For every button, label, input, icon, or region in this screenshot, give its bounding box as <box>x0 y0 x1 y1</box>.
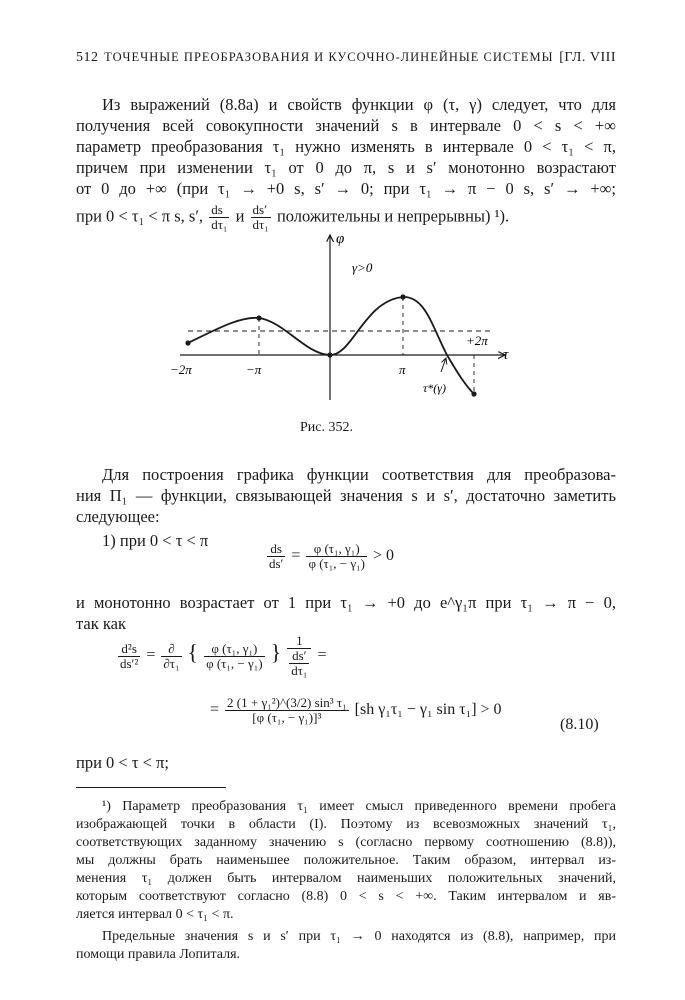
formula-expanded <box>210 696 502 725</box>
fraction-numerator: φ (τ₁, γ₁) <box>204 642 265 657</box>
text-line: причем при изменении τ₁ от 0 до π, s и s′ монотонно возрастают <box>76 158 616 177</box>
text-fragment: = <box>317 646 327 664</box>
text-line: ния Π₁ — функции, связывающей значения s и s′, достаточно заметить <box>76 486 616 505</box>
fraction-denominator: φ (τ₁, − γ₁) <box>206 655 263 671</box>
after-formula <box>76 752 616 773</box>
text-line: так как <box>76 614 126 633</box>
fraction <box>306 542 367 571</box>
page-number: 512 <box>76 50 99 65</box>
curve-point <box>327 352 332 357</box>
fraction-numerator: ds′ <box>289 649 309 664</box>
fraction <box>118 642 140 671</box>
fraction-numerator: 1 <box>287 634 311 649</box>
text-line: изображающей точки в области (I). Поэтому из всевозможных значений τ₁, <box>76 817 616 832</box>
text-line: ляется интервал 0 < τ₁ < π. <box>76 907 234 922</box>
fraction-numerator: ds <box>267 542 285 557</box>
tick-label: π <box>399 362 406 377</box>
curve-point <box>400 294 405 299</box>
text-line: ¹) Параметр преобразования τ₁ имеет смысл приведенного времени пробега <box>102 799 616 814</box>
level-label: +2π <box>466 333 488 348</box>
fraction-denominator: [φ (τ₁, − γ₁)]³ <box>252 710 322 725</box>
fraction-numerator: φ (τ₁, γ₁) <box>306 542 367 557</box>
fraction-numerator: 2 (1 + γ₁²)^(3/2) sin³ τ₁ <box>227 695 347 710</box>
text-fragment: > 0 <box>372 547 394 565</box>
figure-caption: Рис. 352. <box>300 420 353 435</box>
text-line: которым соответствуют согласно (8.8) 0 < s < +∞. Таким интервалом и яв- <box>76 889 616 904</box>
text-line: от 0 до +∞ (при τ₁ → +0 s, s′ → 0; при τ₁ → π − 0 s, s′ → +∞; <box>76 179 616 198</box>
fraction <box>267 542 285 571</box>
curve-point <box>185 340 190 345</box>
text-line: Из выражений (8.8а) и свойств функции φ (τ, γ) следует, что для <box>102 95 616 114</box>
formula-ds-dsprime: $\frac{ds}{ds'}$ = $\frac{\text{φ (τ₁, γ₁)}}{\text{φ (τ₁, − γ₁)}}$ > 0 <box>269 541 394 571</box>
fraction-denominator: ds′ <box>269 556 284 571</box>
text-line: получения всей совокупности значений s в интервале 0 < s < +∞ <box>76 116 616 135</box>
fraction-denominator: dτ₁ <box>211 217 228 232</box>
fraction-denominator: ∂τ₁ <box>163 655 180 671</box>
fraction-numerator: ∂ <box>161 642 181 657</box>
fraction-numerator: ds <box>209 203 229 218</box>
text-fragment: [sh γ₁τ₁ − γ₁ sin τ₁] > 0 <box>354 701 502 719</box>
tau-star-arrow <box>441 358 446 372</box>
text-fragment: положительны и непрерывны) ¹). <box>276 206 510 226</box>
fraction <box>204 642 265 671</box>
formula-second-derivative: $\frac{\text{d²s}}{\text{ds′²}}$ = $\frac{\partial}{\text{∂τ₁}}$ { $\frac{\text{φ (τ₁, γ₁)}}{\text{φ (τ₁, − γ₁)}}$ } $\frac{1}{\frac{ds'}{\text{dτ₁}}}$ = <box>120 633 327 678</box>
fraction-denominator: ds′² <box>120 655 139 671</box>
gamma-label: γ>0 <box>352 260 373 275</box>
footnote <box>76 798 616 964</box>
text-line: помощи правила Лопиталя. <box>76 947 241 962</box>
text-line: Для построения графика функции соответствия для преобразова- <box>102 465 616 484</box>
text-fragment: = <box>210 701 220 719</box>
fraction <box>161 642 181 671</box>
fraction-numerator: d²s <box>118 642 140 657</box>
mono-paragraph <box>76 592 616 634</box>
text-line: 1) при 0 < τ < π <box>102 531 209 550</box>
chapter-label: [ГЛ. VIII <box>559 50 616 65</box>
fraction-denominator: φ (τ₁, − γ₁) <box>308 556 365 571</box>
curve-point <box>256 315 261 320</box>
text-line: мы должны брать наименьшее положительное. Таким образом, интервал из- <box>76 853 616 868</box>
fraction-denominator <box>287 649 311 678</box>
equation-number: (8.10) <box>560 716 599 733</box>
curve-point <box>471 391 476 396</box>
fraction-numerator: ds′ <box>251 203 271 218</box>
text-fragment: и <box>235 206 245 226</box>
text-line: при 0 < τ < π; <box>76 753 169 772</box>
running-title: ТОЧЕЧНЫЕ ПРЕОБРАЗОВАНИЯ И КУСОЧНО-ЛИНЕЙНЫЕ СИСТЕМЫ <box>104 50 554 64</box>
text-line: и монотонно возрастает от 1 при τ₁ → +0 до e^γ₁π при τ₁ → π − 0, <box>76 593 616 612</box>
x-axis-label: τ <box>503 347 509 363</box>
fraction <box>287 634 311 678</box>
tick-label: −2π <box>170 362 192 377</box>
phi-curve <box>188 297 474 394</box>
text-line: параметр преобразования τ₁ нужно изменять в интервале 0 < τ₁ < π, <box>76 137 616 156</box>
figure-352 <box>0 0 685 420</box>
section-paragraph <box>76 464 616 551</box>
text-line: менения τ₁ должен быть интервалом наименьших положительных значений, <box>76 871 616 886</box>
footnote-rule <box>76 787 226 788</box>
tau-star-label: τ*(γ) <box>423 381 447 395</box>
text-fragment: при 0 < τ₁ < π s, s′, <box>76 206 204 226</box>
fraction-denominator: dτ₁ <box>291 663 308 678</box>
y-axis-label: φ <box>336 231 345 247</box>
fraction <box>225 696 349 725</box>
text-line: Предельные значения s и s′ при τ₁ → 0 находятся из (8.8), например, при <box>102 929 616 944</box>
text-line: соответствующих заданному значению s (согласно первому соотношению (8.8)), <box>76 835 616 850</box>
tick-label: −π <box>246 362 262 377</box>
text-line: следующее: <box>76 507 160 526</box>
fraction-denominator: dτ₁ <box>252 217 269 232</box>
